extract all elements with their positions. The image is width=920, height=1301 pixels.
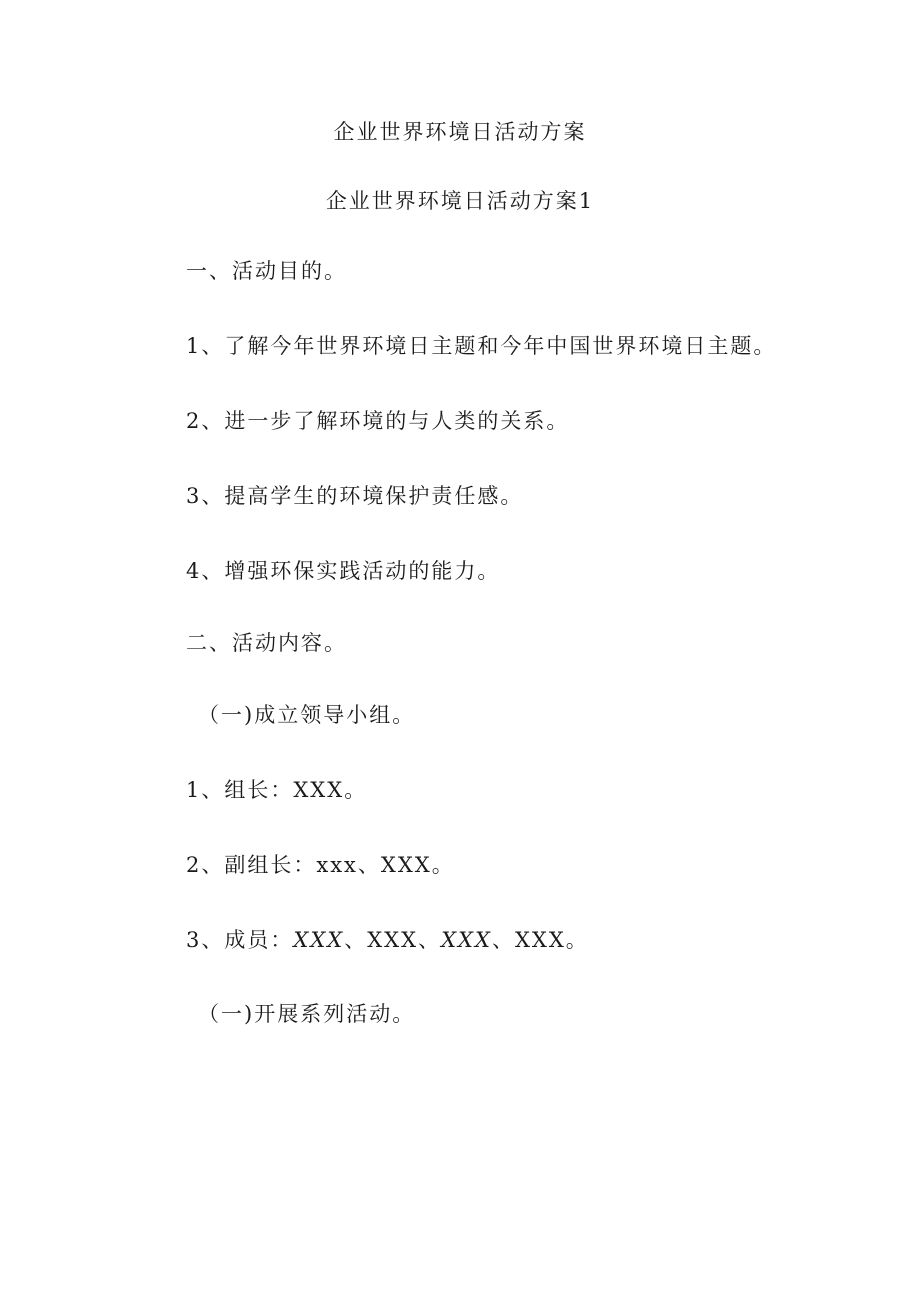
member-name: XXX。 [514, 928, 589, 952]
list-item: 1、了解今年世界环境日主题和今年中国世界环境日主题。 [186, 334, 777, 358]
separator: 、 [344, 928, 368, 952]
list-item-members [186, 926, 589, 954]
list-item: 2、进一步了解环境的与人类的关系。 [186, 409, 570, 433]
list-item: 2、副组长：xxx、XXX。 [186, 853, 455, 877]
members-prefix: 3、成员： [186, 928, 294, 952]
member-name: XXX [293, 928, 345, 952]
subsection-heading: （一)成立领导小组。 [198, 703, 416, 727]
list-item: 1、组长：XXX。 [186, 778, 368, 802]
document-subtitle: 企业世界环境日活动方案1 [325, 189, 595, 213]
separator: 、 [491, 928, 515, 952]
document-title: 企业世界环境日活动方案 [333, 120, 587, 144]
list-item: 4、增强环保实践活动的能力。 [186, 559, 501, 583]
separator: 、 [418, 928, 442, 952]
member-name: XXX [367, 928, 419, 952]
section-heading-content: 二、活动内容。 [186, 631, 347, 655]
member-name: XXX [441, 928, 492, 952]
list-item: 3、提高学生的环境保护责任感。 [186, 484, 524, 508]
subsection-heading: （一)开展系列活动。 [198, 1002, 416, 1026]
section-heading-purpose: 一、活动目的。 [186, 259, 347, 283]
